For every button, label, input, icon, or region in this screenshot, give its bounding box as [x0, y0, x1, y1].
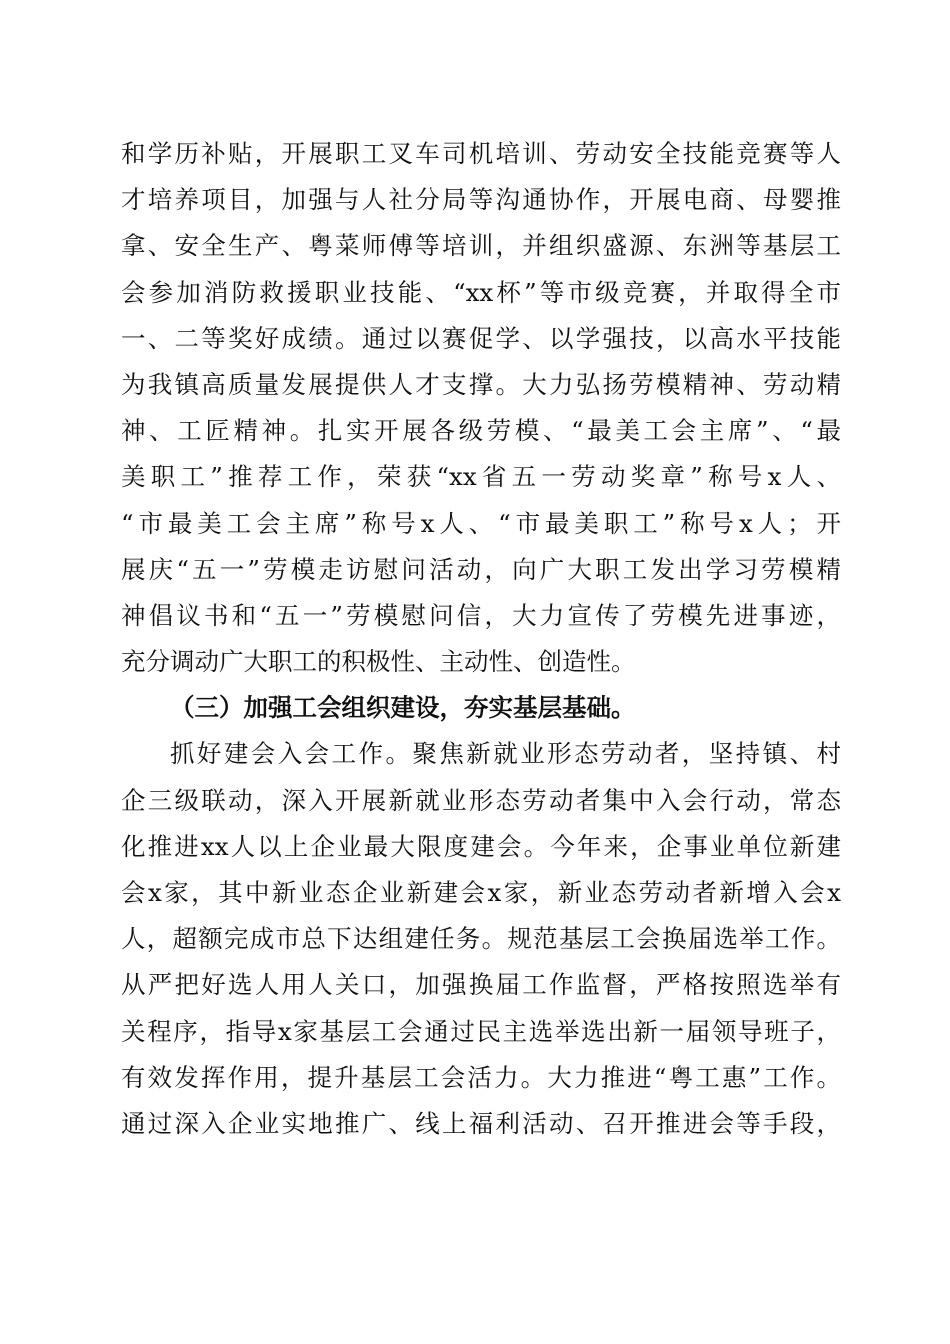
document-body: [121, 131, 841, 1147]
text-line: 一、二等奖好成绩。通过以赛促学、以学强技，以高水平技能: [121, 323, 841, 353]
text-line: 神倡议书和“五一”劳模慰问信，大力宣传了劳模先进事迹，: [121, 600, 841, 630]
text-line: 拿、安全生产、粤菜师傅等培训，并组织盛源、东洲等基层工: [121, 231, 841, 261]
text-line: 会参加消防救援职业技能、“xx杯”等市级竞赛，并取得全市: [121, 277, 841, 307]
text-line: 会x家，其中新业态企业新建会x家，新业态劳动者新增入会x: [121, 878, 841, 907]
paragraph-talent-training: [121, 131, 841, 685]
text-line: 化推进xx人以上企业最大限度建会。今年来，企事业单位新建: [121, 831, 841, 861]
text-line: 从严把好选人用人关口，加强换届工作监督，严格按照选举有: [121, 970, 841, 1000]
text-line: 才培养项目，加强与人社分局等沟通协作，开展电商、母婴推: [121, 185, 841, 215]
text-line: 关程序，指导x家基层工会通过民主选举选出新一届领导班子，: [121, 1016, 841, 1046]
text-line: 为我镇高质量发展提供人才支撑。大力弘扬劳模精神、劳动精: [121, 369, 841, 399]
section-heading: （三）加强工会组织建设，夯实基层基础。: [170, 693, 636, 723]
text-line: 神、工匠精神。扎实开展各级劳模、“最美工会主席”、“最: [121, 416, 841, 446]
text-line: 和学历补贴，开展职工叉车司机培训、劳动安全技能竞赛等人: [121, 139, 841, 168]
text-line: 美职工”推荐工作，荣获“xx省五一劳动奖章”称号x人、: [121, 462, 841, 492]
text-line: 有效发挥作用，提升基层工会活力。大力推进“粤工惠”工作。: [121, 1062, 841, 1092]
text-line: 企三级联动，深入开展新就业形态劳动者集中入会行动，常态: [121, 785, 841, 815]
text-line: 通过深入企业实地推广、线上福利活动、召开推进会等手段，: [121, 1108, 841, 1138]
text-line: 充分调动广大职工的积极性、主动性、创造性。: [121, 647, 636, 677]
text-line: 人，超额完成市总下达组建任务。规范基层工会换届选举工作。: [121, 924, 841, 954]
text-line: 抓好建会入会工作。聚焦新就业形态劳动者，坚持镇、村: [170, 739, 841, 769]
paragraph-union-building: [121, 731, 841, 1147]
text-line: 展庆“五一”劳模走访慰问活动，向广大职工发出学习劳模精: [121, 554, 841, 584]
text-line: “市最美工会主席”称号x人、“市最美职工”称号x人；开: [121, 508, 841, 538]
